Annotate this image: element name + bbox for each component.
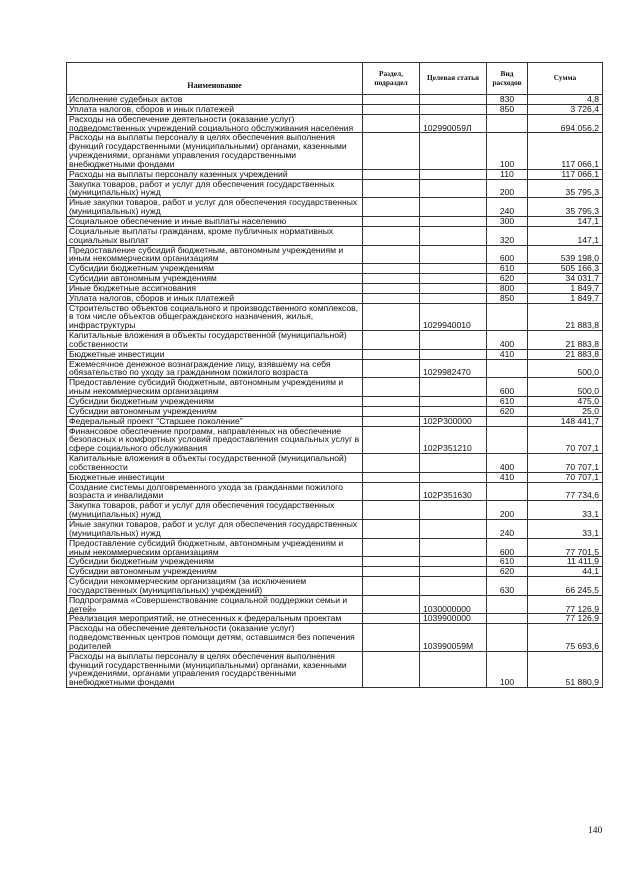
row-vid-cell: 600 [487, 538, 528, 557]
row-name-cell: Предоставление субсидий бюджетным, автономным учреждениям и иным некоммерческим организациям [67, 245, 363, 264]
row-celevaya-cell [420, 133, 487, 169]
row-vid-cell: 300 [487, 216, 528, 226]
row-name-cell: Капитальные вложения в объекты государственной (муниципальной) собственности [67, 454, 363, 473]
header-name: Наименование [67, 63, 363, 95]
row-vid-cell: 630 [487, 577, 528, 596]
row-name-cell: Предоставление субсидий бюджетным, автономным учреждениям и иным некоммерческим организациям [67, 378, 363, 397]
row-vid-cell: 800 [487, 283, 528, 293]
row-razdel-cell [363, 557, 420, 567]
row-celevaya-cell [420, 226, 487, 245]
row-celevaya-cell: 1029982470 [420, 359, 487, 378]
row-razdel-cell [363, 359, 420, 378]
row-name-cell: Расходы на обеспечение деятельности (оказание услуг) подведомственных центров помощи детям, оставшимся без попечения родителей [67, 624, 363, 652]
row-razdel-cell [363, 114, 420, 133]
row-summa-cell: 70 707,1 [528, 454, 603, 473]
row-vid-cell [487, 114, 528, 133]
row-vid-cell [487, 482, 528, 501]
row-summa-cell: 147,1 [528, 226, 603, 245]
row-vid-cell: 410 [487, 349, 528, 359]
table-row [67, 104, 603, 114]
row-vid-cell [487, 595, 528, 614]
row-vid-cell: 610 [487, 264, 528, 274]
row-celevaya-cell: 1029940010 [420, 303, 487, 331]
row-celevaya-cell [420, 283, 487, 293]
row-summa-cell: 3 726,4 [528, 104, 603, 114]
table-row [67, 95, 603, 105]
table-row [67, 595, 603, 614]
row-vid-cell [487, 303, 528, 331]
row-vid-cell: 320 [487, 226, 528, 245]
row-celevaya-cell [420, 293, 487, 303]
row-razdel-cell [363, 283, 420, 293]
row-summa-cell: 500,0 [528, 378, 603, 397]
row-name-cell: Иные закупки товаров, работ и услуг для обеспечения государственных (муниципальных) нужд [67, 198, 363, 217]
budget-table [66, 62, 603, 688]
row-vid-cell [487, 614, 528, 624]
row-celevaya-cell [420, 216, 487, 226]
table-row [67, 454, 603, 473]
row-summa-cell: 21 883,8 [528, 331, 603, 350]
row-name-cell: Подпрограмма «Совершенствование социальной поддержки семьи и детей» [67, 595, 363, 614]
row-vid-cell: 400 [487, 331, 528, 350]
row-summa-cell: 539 198,0 [528, 245, 603, 264]
table-row [67, 179, 603, 198]
row-vid-cell: 240 [487, 519, 528, 538]
table-row [67, 293, 603, 303]
row-celevaya-cell [420, 651, 487, 687]
row-summa-cell: 33,1 [528, 501, 603, 520]
row-vid-cell [487, 624, 528, 652]
table-row [67, 406, 603, 416]
row-celevaya-cell [420, 577, 487, 596]
table-row [67, 283, 603, 293]
row-vid-cell: 610 [487, 557, 528, 567]
table-row [67, 378, 603, 397]
row-razdel-cell [363, 303, 420, 331]
row-name-cell: Субсидии автономным учреждениям [67, 567, 363, 577]
row-razdel-cell [363, 416, 420, 426]
row-name-cell: Создание системы долговременного ухода за гражданами пожилого возраста и инвалидами [67, 482, 363, 501]
row-summa-cell: 694 056,2 [528, 114, 603, 133]
row-celevaya-cell: 102P351630 [420, 482, 487, 501]
row-name-cell: Субсидии некоммерческим организациям (за исключением государственных (муниципальных) учреждений) [67, 577, 363, 596]
row-celevaya-cell [420, 264, 487, 274]
row-name-cell: Капитальные вложения в объекты государственной (муниципальной) собственности [67, 331, 363, 350]
table-row [67, 519, 603, 538]
row-celevaya-cell: 1030000000 [420, 595, 487, 614]
row-razdel-cell [363, 198, 420, 217]
row-celevaya-cell [420, 349, 487, 359]
row-name-cell: Расходы на выплаты персоналу в целях обеспечения выполнения функций государственными (муниципальными) органами, казенными учреждениями, органами управления государственными внебюджетными фондами [67, 133, 363, 169]
row-summa-cell: 35 795,3 [528, 198, 603, 217]
row-razdel-cell [363, 331, 420, 350]
row-celevaya-cell [420, 538, 487, 557]
row-razdel-cell [363, 519, 420, 538]
row-name-cell: Социальное обеспечение и иные выплаты населению [67, 216, 363, 226]
row-celevaya-cell: 102P351210 [420, 426, 487, 454]
row-name-cell: Исполнение судебных актов [67, 95, 363, 105]
row-summa-cell: 4,8 [528, 95, 603, 105]
table-header-row [67, 63, 603, 95]
row-razdel-cell [363, 577, 420, 596]
row-razdel-cell [363, 169, 420, 179]
row-razdel-cell [363, 397, 420, 407]
row-vid-cell: 610 [487, 397, 528, 407]
row-razdel-cell [363, 133, 420, 169]
row-razdel-cell [363, 501, 420, 520]
row-summa-cell: 70 707,1 [528, 472, 603, 482]
row-vid-cell: 200 [487, 179, 528, 198]
row-razdel-cell [363, 264, 420, 274]
row-razdel-cell [363, 567, 420, 577]
row-celevaya-cell: 103990059М [420, 624, 487, 652]
table-row [67, 624, 603, 652]
row-name-cell: Расходы на выплаты персоналу казенных учреждений [67, 169, 363, 179]
table-row [67, 651, 603, 687]
table-row [67, 426, 603, 454]
row-summa-cell: 51 880,9 [528, 651, 603, 687]
row-name-cell: Иные закупки товаров, работ и услуг для обеспечения государственных (муниципальных) нужд [67, 519, 363, 538]
row-razdel-cell [363, 624, 420, 652]
row-summa-cell: 25,0 [528, 406, 603, 416]
row-summa-cell: 117 066,1 [528, 169, 603, 179]
row-celevaya-cell: 102P300000 [420, 416, 487, 426]
row-celevaya-cell [420, 198, 487, 217]
row-celevaya-cell [420, 501, 487, 520]
header-summa: Сумма [528, 63, 603, 95]
table-row [67, 472, 603, 482]
row-razdel-cell [363, 349, 420, 359]
row-celevaya-cell [420, 472, 487, 482]
row-name-cell: Ежемесячное денежное вознаграждение лицу, взявшему на себя обязательство по уходу за гражданином пожилого возраста [67, 359, 363, 378]
row-summa-cell: 117 066,1 [528, 133, 603, 169]
row-summa-cell: 77 701,5 [528, 538, 603, 557]
row-summa-cell: 35 795,3 [528, 179, 603, 198]
row-summa-cell: 44,1 [528, 567, 603, 577]
row-razdel-cell [363, 426, 420, 454]
row-summa-cell: 148 441,7 [528, 416, 603, 426]
row-vid-cell: 110 [487, 169, 528, 179]
row-razdel-cell [363, 651, 420, 687]
row-celevaya-cell [420, 519, 487, 538]
row-name-cell: Расходы на обеспечение деятельности (оказание услуг) подведомственных учреждений социального обслуживания населения [67, 114, 363, 133]
row-name-cell: Бюджетные инвестиции [67, 349, 363, 359]
row-summa-cell: 21 883,8 [528, 349, 603, 359]
row-razdel-cell [363, 104, 420, 114]
row-celevaya-cell [420, 406, 487, 416]
header-razdel: Раздел, подраздел [363, 63, 420, 95]
row-vid-cell: 830 [487, 95, 528, 105]
row-vid-cell: 100 [487, 651, 528, 687]
row-name-cell: Бюджетные инвестиции [67, 472, 363, 482]
row-celevaya-cell [420, 274, 487, 284]
row-summa-cell: 34 031,7 [528, 274, 603, 284]
row-vid-cell: 240 [487, 198, 528, 217]
table-row [67, 501, 603, 520]
row-celevaya-cell [420, 104, 487, 114]
row-name-cell: Уплата налогов, сборов и иных платежей [67, 293, 363, 303]
table-row [67, 216, 603, 226]
row-celevaya-cell [420, 179, 487, 198]
table-row [67, 198, 603, 217]
row-vid-cell [487, 359, 528, 378]
row-celevaya-cell [420, 378, 487, 397]
table-row [67, 349, 603, 359]
row-name-cell: Иные бюджетные ассигнования [67, 283, 363, 293]
row-razdel-cell [363, 245, 420, 264]
row-summa-cell: 77 126,9 [528, 595, 603, 614]
row-razdel-cell [363, 95, 420, 105]
row-celevaya-cell [420, 245, 487, 264]
row-celevaya-cell [420, 331, 487, 350]
row-name-cell: Предоставление субсидий бюджетным, автономным учреждениям и иным некоммерческим организациям [67, 538, 363, 557]
row-name-cell: Субсидии автономным учреждениям [67, 406, 363, 416]
row-name-cell: Социальные выплаты гражданам, кроме публичных нормативных социальных выплат [67, 226, 363, 245]
table-row [67, 274, 603, 284]
row-razdel-cell [363, 595, 420, 614]
table-row [67, 303, 603, 331]
table-row [67, 133, 603, 169]
header-vid: Вид расходов [487, 63, 528, 95]
row-celevaya-cell [420, 567, 487, 577]
row-celevaya-cell [420, 454, 487, 473]
row-razdel-cell [363, 406, 420, 416]
row-vid-cell: 200 [487, 501, 528, 520]
table-row [67, 397, 603, 407]
row-summa-cell: 1 849,7 [528, 283, 603, 293]
table-row [67, 482, 603, 501]
row-summa-cell: 1 849,7 [528, 293, 603, 303]
row-name-cell: Субсидии автономным учреждениям [67, 274, 363, 284]
row-name-cell: Субсидии бюджетным учреждениям [67, 264, 363, 274]
row-vid-cell: 620 [487, 567, 528, 577]
table-row [67, 226, 603, 245]
row-summa-cell: 21 883,8 [528, 303, 603, 331]
table-row [67, 114, 603, 133]
row-vid-cell: 850 [487, 293, 528, 303]
row-name-cell: Финансовое обеспечение программ, направленных на обеспечение безопасных и комфортных условий предоставления социальных услуг в сфере социального обслуживания [67, 426, 363, 454]
header-celevaya: Целевая статья [420, 63, 487, 95]
row-name-cell: Закупка товаров, работ и услуг для обеспечения государственных (муниципальных) нужд [67, 179, 363, 198]
row-razdel-cell [363, 216, 420, 226]
row-name-cell: Федеральный проект "Старшее поколение" [67, 416, 363, 426]
row-summa-cell: 66 245,5 [528, 577, 603, 596]
row-vid-cell [487, 416, 528, 426]
row-celevaya-cell: 102990059Л [420, 114, 487, 133]
row-razdel-cell [363, 378, 420, 397]
page-number: 140 [588, 826, 603, 836]
row-razdel-cell [363, 274, 420, 284]
row-vid-cell: 600 [487, 245, 528, 264]
table-row [67, 577, 603, 596]
row-summa-cell: 77 734,6 [528, 482, 603, 501]
table-row [67, 331, 603, 350]
row-name-cell: Закупка товаров, работ и услуг для обеспечения государственных (муниципальных) нужд [67, 501, 363, 520]
table-row [67, 245, 603, 264]
row-vid-cell: 600 [487, 378, 528, 397]
row-summa-cell: 77 126,9 [528, 614, 603, 624]
row-razdel-cell [363, 614, 420, 624]
row-summa-cell: 147,1 [528, 216, 603, 226]
row-celevaya-cell [420, 169, 487, 179]
row-razdel-cell [363, 293, 420, 303]
row-celevaya-cell: 1039900000 [420, 614, 487, 624]
row-summa-cell: 505 166,3 [528, 264, 603, 274]
row-name-cell: Реализация мероприятий, не отнесенных к федеральным проектам [67, 614, 363, 624]
table-row [67, 359, 603, 378]
row-summa-cell: 500,0 [528, 359, 603, 378]
table-body [67, 95, 603, 688]
row-summa-cell: 11 411,9 [528, 557, 603, 567]
row-vid-cell: 400 [487, 454, 528, 473]
row-razdel-cell [363, 538, 420, 557]
table-row [67, 169, 603, 179]
row-celevaya-cell [420, 557, 487, 567]
row-name-cell: Субсидии бюджетным учреждениям [67, 557, 363, 567]
row-celevaya-cell [420, 95, 487, 105]
budget-table-sheet [66, 62, 602, 688]
row-razdel-cell [363, 454, 420, 473]
row-name-cell: Расходы на выплаты персоналу в целях обеспечения выполнения функций государственными (муниципальными) органами, казенными учреждениями, органами управления государственными внебюджетными фондами [67, 651, 363, 687]
row-summa-cell: 70 707,1 [528, 426, 603, 454]
table-row [67, 416, 603, 426]
row-razdel-cell [363, 472, 420, 482]
row-razdel-cell [363, 179, 420, 198]
table-row [67, 538, 603, 557]
row-vid-cell [487, 426, 528, 454]
row-razdel-cell [363, 226, 420, 245]
row-vid-cell: 100 [487, 133, 528, 169]
row-name-cell: Строительство объектов социального и производственного комплексов, в том числе объектов общегражданского назначения, жилья, инфраструктуры [67, 303, 363, 331]
row-razdel-cell [363, 482, 420, 501]
row-name-cell: Уплата налогов, сборов и иных платежей [67, 104, 363, 114]
row-summa-cell: 33,1 [528, 519, 603, 538]
row-vid-cell: 850 [487, 104, 528, 114]
row-summa-cell: 475,0 [528, 397, 603, 407]
row-vid-cell: 410 [487, 472, 528, 482]
row-summa-cell: 75 693,6 [528, 624, 603, 652]
row-celevaya-cell [420, 397, 487, 407]
row-vid-cell: 620 [487, 406, 528, 416]
row-name-cell: Субсидии бюджетным учреждениям [67, 397, 363, 407]
row-vid-cell: 620 [487, 274, 528, 284]
